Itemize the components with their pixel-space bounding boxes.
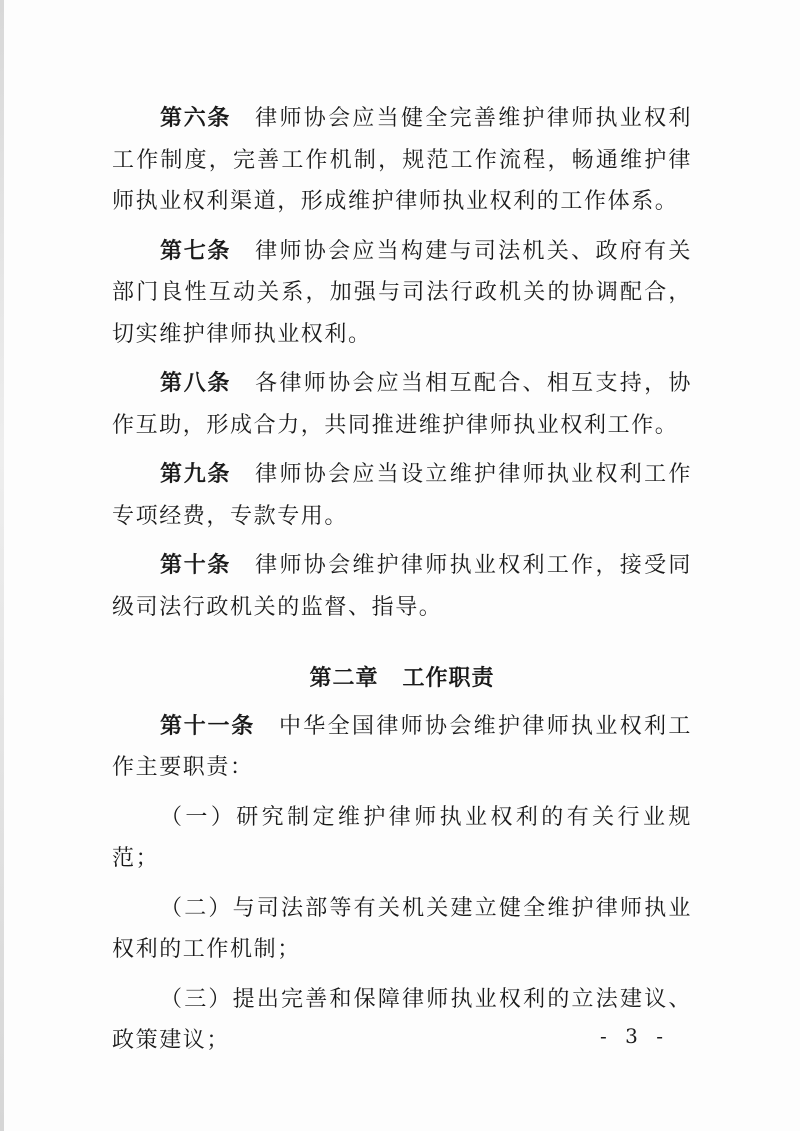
document-body — [112, 98, 692, 1070]
scan-edge — [0, 0, 4, 1131]
article-11 — [112, 706, 692, 789]
chapter-title: 工作职责 — [402, 666, 495, 691]
article-text: 中华全国律师协会维护律师执业权利工作主要职责： — [112, 713, 692, 780]
article-text: 各律师协会应当相互配合、相互支持，协作互助，形成合力，共同推进维护律师执业权利工作。 — [112, 371, 692, 438]
duty-item-3: （三）提出完善和保障律师执业权利的立法建议、政策建议； — [112, 986, 692, 1053]
article-text: 律师协会应当设立维护律师执业权利工作专项经费，专款专用。 — [112, 462, 692, 529]
article-label: 第九条 — [160, 462, 232, 487]
article-text: 律师协会应当健全完善维护律师执业权利工作制度，完善工作机制，规范工作流程，畅通维护律师执业权利渠道，形成维护律师执业权利的工作体系。 — [112, 106, 692, 214]
article-label: 第十一条 — [160, 713, 255, 739]
duty-item-2: （二）与司法部等有关机关建立健全维护律师执业权利的工作机制； — [112, 895, 692, 962]
chapter-heading — [112, 658, 692, 700]
article-10 — [112, 545, 692, 628]
article-8 — [112, 363, 692, 446]
article-text: 律师协会维护律师执业权利工作，接受同级司法行政机关的监督、指导。 — [112, 553, 692, 620]
page-number: - 3 - — [600, 1024, 669, 1048]
chapter-spacer — [112, 636, 692, 658]
article-6 — [112, 98, 692, 223]
duty-item-1: （一）研究制定维护律师执业权利的有关行业规范； — [112, 804, 692, 871]
article-7 — [112, 231, 692, 356]
article-9 — [112, 454, 692, 537]
article-text: 律师协会应当构建与司法机关、政府有关部门良性互动关系，加强与司法行政机关的协调配合，切实维护律师执业权利。 — [112, 238, 692, 347]
article-label: 第六条 — [160, 106, 232, 131]
article-label: 第七条 — [160, 238, 232, 264]
article-label: 第八条 — [160, 371, 232, 396]
article-label: 第十条 — [160, 553, 232, 578]
chapter-number: 第二章 — [309, 666, 379, 691]
